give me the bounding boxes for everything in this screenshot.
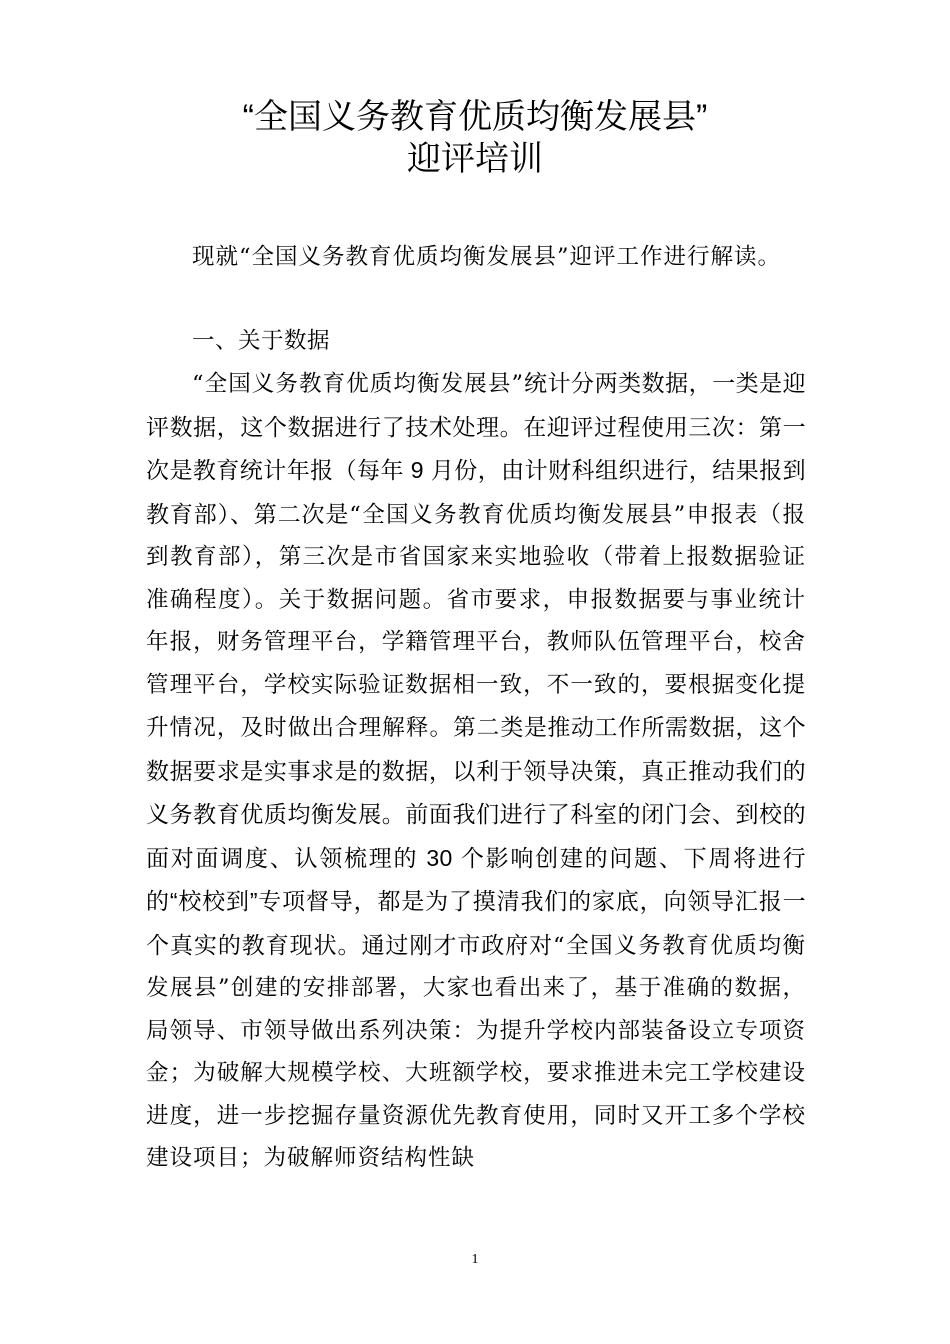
paragraph-run: “全国义务教育优质均衡发展县”创建的安排部署，大家也看出来了，基于准确的数据，局领导、市领导做出系列决策：为提升学校内部装备设立专项资金；为破解大规模学校、大班额学校，要求推进未完工学校建设进度，进一步挖掘存量资源优先教育使用，同时又开工多个学校建设项目；为破解师资结构性缺 (146, 932, 806, 1171)
page-number: 1 (471, 1252, 479, 1267)
main-paragraph (146, 362, 806, 1180)
intro-paragraph: 现就“全国义务教育优质均衡发展县”迎评工作进行解读。 (192, 244, 782, 270)
section-heading: 一、关于数据 (192, 328, 331, 353)
paragraph-run: “全国义务教育优质均衡发展县” (192, 371, 524, 397)
paragraph-run: 统计分两类数据，一类是迎评数据，这个数据进行了技术处理。在迎评过程使用三次：第一次是教育统计年报（每年 9 月份，由计财科组织进行，结果报到教育部）、第二次是 (146, 370, 806, 527)
paragraph-run: “全国义务教育优质均衡发展县”申报表（报到教育部），第三次是市省国家来实地验收（带着上报数据验证准确程度）。关于数据问题。省市要求，申报数据要与事业统计年报，财务管理平台，学籍管理平台，教师队伍管理平台，校舍管理平台，学校实际验证数据相一致，不一致的，要根据变化提升情况，及时做出合理解释。第二 (146, 501, 806, 741)
document-title-line1: “全国义务教育优质均衡发展县” (242, 98, 708, 136)
paragraph-run: 类是推动工作所需数据，这个数据要求是实事求是的数据，以利于领导决策，真正推动我们的义务教育优质均衡发展。前面我们进行了科室的闭门会、到校的面对面调度、认领梳理的 30 个影响创建的问题、下周将进行的“校校到”专项督导，都是为了摸清我们的家底，向领导汇报一个真实的教育现状。通过刚才市政府对 (146, 714, 806, 958)
document-title-line2: 迎评培训 (407, 140, 543, 178)
